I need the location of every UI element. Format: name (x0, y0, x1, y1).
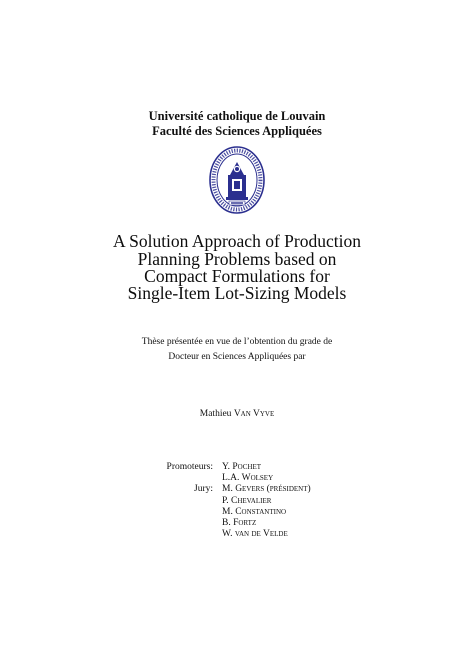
jury-label: Jury: (194, 484, 213, 495)
committee-list (0, 462, 474, 542)
jury-member-1: M. Gevers (président) (222, 484, 311, 495)
thesis-title-line-2: Planning Problems based on (137, 249, 337, 269)
jury-member-2: P. Chevalier (222, 495, 272, 506)
author-last-name: Van Vyve (233, 409, 275, 419)
thesis-title-line-4: Single-Item Lot-Sizing Models (127, 283, 347, 303)
university-seal-icon (208, 145, 266, 215)
jury-member-3: M. Constantino (222, 506, 287, 517)
university-name: Université catholique de Louvain (148, 109, 326, 123)
jury-member-4: B. Fortz (222, 518, 257, 528)
author-first-name: Mathieu (199, 409, 234, 419)
promoteurs-label: Promoteurs: (166, 462, 213, 472)
jury-member-5: W. van de Velde (222, 529, 288, 540)
thesis-statement-line-2: Docteur en Sciences Appliquées par (168, 352, 306, 362)
faculty-name: Faculté des Sciences Appliquées (152, 124, 322, 138)
thesis-title-line-3: Compact Formulations for (144, 266, 330, 286)
promoteur-1: Y. Pochet (222, 462, 262, 472)
promoteur-2: L.A. Wolsey (222, 473, 274, 484)
author-name (0, 408, 474, 420)
thesis-title-line-1: A Solution Approach of Production (113, 231, 361, 251)
thesis-statement-line-1: Thèse présentée en vue de l’obtention du grade de (141, 337, 333, 347)
